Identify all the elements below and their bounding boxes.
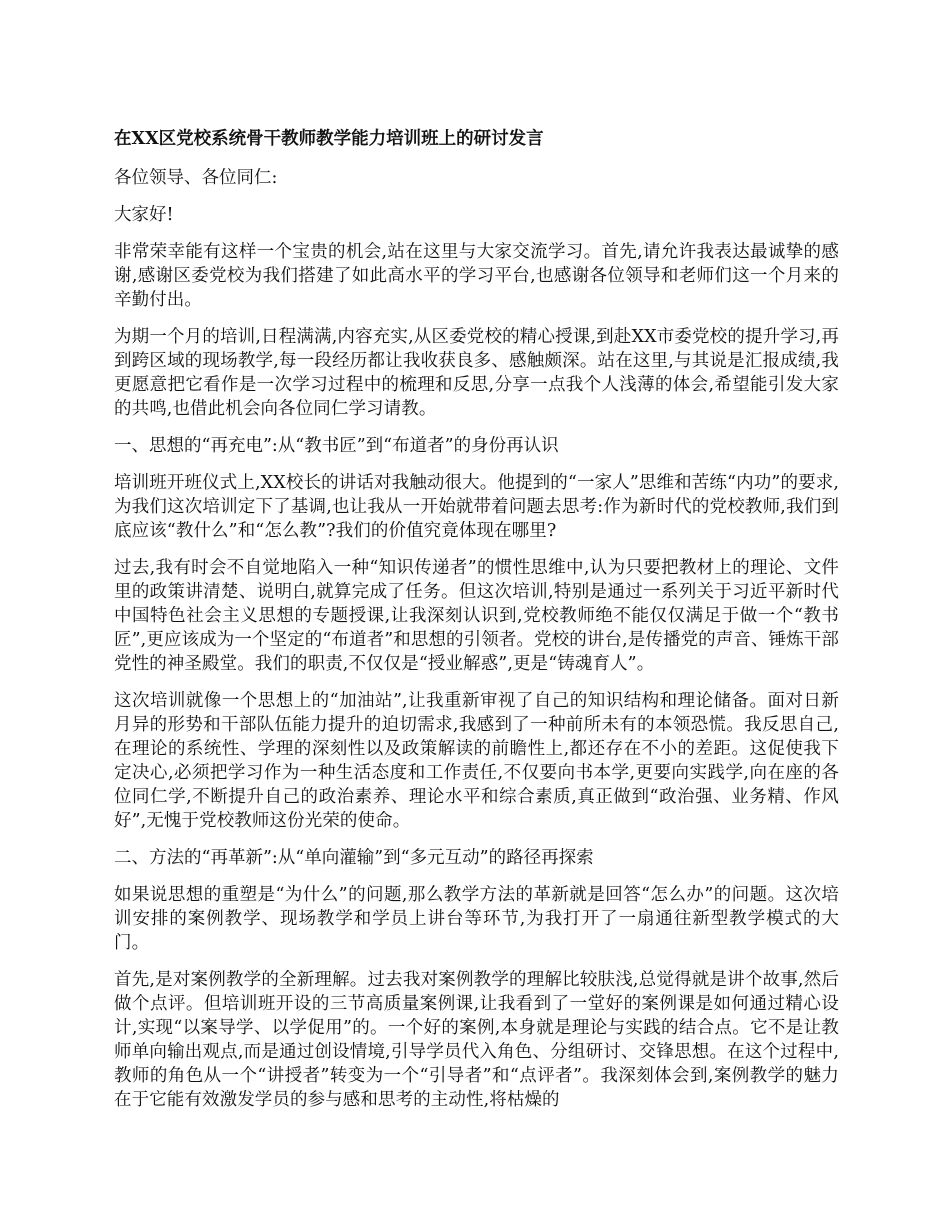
salutation: 各位领导、各位同仁:	[114, 168, 278, 188]
paragraph-intro-1: 非常荣幸能有这样一个宝贵的机会,站在这里与大家交流学习。首先,请允许我表达最诚挚的感谢,感谢区委党校为我们搭建了如此高水平的学习平台,也感谢各位领导和老师们这一个月来的辛勤付出。	[114, 242, 839, 310]
section-2-paragraph: 如果说思想的重塑是“为什么”的问题,那么教学方法的革新就是回答“怎么办”的问题。这次培训安排的案例教学、现场教学和学员上讲台等环节,为我打开了一扇通往新型教学模式的大门。	[114, 885, 839, 953]
section-1-paragraph: 这次培训就像一个思想上的“加油站”,让我重新审视了自己的知识结构和理论储备。面对日新月异的形势和干部队伍能力提升的迫切需求,我感到了一种前所未有的本领恐慌。我反思自己,在理论的系统性、学理的深刻性以及政策解读的前瞻性上,都还存在不小的差距。这促使我下定决心,必须把学习作为一种生活态度和工作责任,不仅要向书本学,更要向实践学,向在座的各位同仁学,不断提升自己的政治素养、理论水平和综合素质,真正做到“政治强、业务精、作风好”,无愧于党校教师这份光荣的使命。	[114, 691, 839, 831]
greeting: 大家好!	[114, 205, 174, 225]
section-2-paragraph: 首先,是对案例教学的全新理解。过去我对案例教学的理解比较肤浅,总觉得就是讲个故事,然后做个点评。但培训班开设的三节高质量案例课,让我看到了一堂好的案例课是如何通过精心设计,实现“以案导学、以学促用”的。一个好的案例,本身就是理论与实践的结合点。它不是让教师单向输出观点,而是通过创设情境,引导学员代入角色、分组研讨、交锋思想。在这个过程中,教师的角色从一个“讲授者”转变为一个“引导者”和“点评者”。我深刻体会到,案例教学的魅力在于它能有效激发学员的参与感和思考的主动性,将枯燥的	[114, 970, 839, 1110]
section-2-heading: 二、方法的“再革新”:从“单向灌输”到“多元互动”的路径再探索	[114, 848, 594, 868]
paragraph-intro-2: 为期一个月的培训,日程满满,内容充实,从区委党校的精心授课,到赴XX市委党校的提升学习,再到跨区域的现场教学,每一段经历都让我收获良多、感触颇深。站在这里,与其说是汇报成绩,我更愿意把它看作是一次学习过程中的梳理和反思,分享一点我个人浅薄的体会,希望能引发大家的共鸣,也借此机会向各位同仁学习请教。	[114, 327, 839, 419]
section-1-paragraph: 培训班开班仪式上,XX校长的讲话对我触动很大。他提到的“一家人”思维和苦练“内功”的要求,为我们这次培训定下了基调,也让我从一开始就带着问题去思考:作为新时代的党校教师,我们到底应该“教什么”和“怎么教”?我们的价值究竟体现在哪里?	[114, 473, 839, 541]
section-1-paragraph: 过去,我有时会不自觉地陷入一种“知识传递者”的惯性思维中,认为只要把教材上的理论、文件里的政策讲清楚、说明白,就算完成了任务。但这次培训,特别是通过一系列关于习近平新时代中国特色社会主义思想的专题授课,让我深刻认识到,党校教师绝不能仅仅满足于做一个“教书匠”,更应该成为一个坚定的“布道者”和思想的引领者。党校的讲台,是传播党的声音、锤炼干部党性的神圣殿堂。我们的职责,不仅仅是“授业解惑”,更是“铸魂育人”。	[114, 558, 839, 674]
section-1-heading: 一、思想的“再充电”:从“教书匠”到“布道者”的身份再认识	[114, 436, 559, 456]
document-page	[114, 127, 839, 1125]
document-title: 在XX区党校系统骨干教师教学能力培训班上的研讨发言	[114, 129, 544, 149]
